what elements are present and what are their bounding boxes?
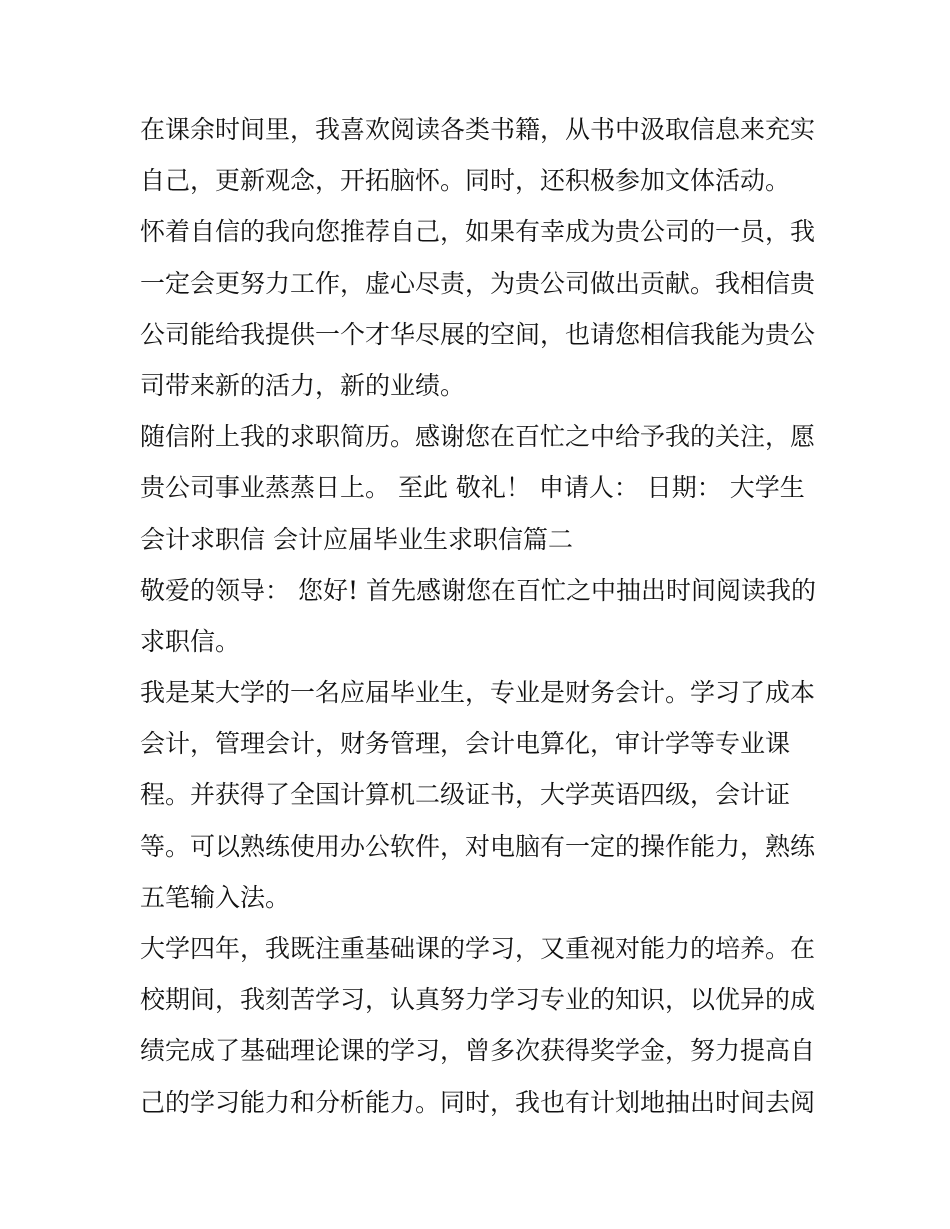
text-line: 敬爱的领导： 您好! 首先感谢您在百忙之中抽出时间阅读我的 (140, 575, 816, 605)
text-line: 公司能给我提供一个才华尽展的空间，也请您相信我能为贵公 (140, 319, 816, 349)
text-line: 程。并获得了全国计算机二级证书，大学英语四级，会计证 (140, 780, 791, 810)
text-line: 司带来新的活力，新的业绩。 (140, 370, 466, 400)
text-line: 会计，管理会计，财务管理，会计电算化，审计学等专业课 (140, 729, 791, 759)
text-line: 会计求职信 会计应届毕业生求职信篇二 (140, 524, 573, 554)
letter-body (140, 104, 820, 1128)
text-line: 贵公司事业蒸蒸日上。 至此 敬礼！ 申请人： 日期： 大学生 (140, 473, 805, 503)
text-line: 己的学习能力和分析能力。同时，我也有计划地抽出时间去阅 (140, 1087, 816, 1117)
text-line: 五笔输入法。 (140, 882, 291, 912)
text-line: 大学四年，我既注重基础课的学习，又重视对能力的培养。在 (140, 934, 816, 963)
text-line: 求职信。 (140, 626, 241, 656)
text-line: 绩完成了基础理论课的学习，曾多次获得奖学金，努力提高自 (140, 1036, 816, 1066)
text-line: 自己，更新观念，开拓脑怀。同时，还积极参加文体活动。 (140, 166, 791, 196)
text-line: 等。可以熟练使用办公软件，对电脑有一定的操作能力，熟练 (140, 831, 816, 861)
text-line: 一定会更努力工作，虚心尽责，为贵公司做出贡献。我相信贵 (140, 268, 816, 298)
text-line: 校期间，我刻苦学习，认真努力学习专业的知识，以优异的成 (140, 985, 816, 1015)
text-line: 我是某大学的一名应届毕业生，专业是财务会计。学习了成本 (140, 678, 816, 708)
text-line: 在课余时间里，我喜欢阅读各类书籍，从书中汲取信息来充实 (140, 115, 816, 144)
text-line: 随信附上我的求职简历。感谢您在百忙之中给予我的关注，愿 (140, 422, 816, 452)
text-line: 怀着自信的我向您推荐自己，如果有幸成为贵公司的一员，我 (140, 217, 816, 247)
